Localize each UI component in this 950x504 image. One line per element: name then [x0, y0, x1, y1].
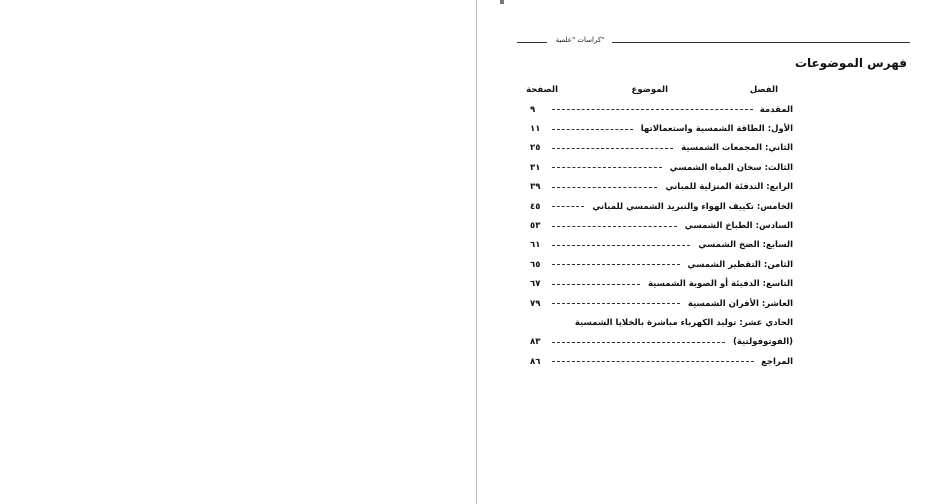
toc-list	[530, 100, 793, 371]
toc-page-number: ٦٧	[530, 279, 541, 290]
toc-entry-4[interactable]	[530, 178, 793, 197]
toc-chapter: السادس:	[755, 221, 793, 232]
dot-leader	[552, 361, 754, 362]
dot-leader	[552, 342, 725, 343]
dot-leader	[552, 187, 657, 188]
toc-entry-3[interactable]	[530, 158, 793, 177]
toc-chapter: الرابع:	[766, 182, 793, 193]
dot-leader	[552, 167, 662, 168]
toc-entry-1[interactable]	[530, 119, 793, 138]
toc-chapter: الثاني:	[765, 143, 793, 154]
toc-topic: الأفران الشمسية	[687, 298, 759, 309]
toc-title: فهرس الموضوعات	[794, 56, 907, 70]
toc-entry-10[interactable]	[530, 294, 793, 313]
toc-entry-11-line1[interactable]	[530, 313, 793, 332]
toc-entry-2[interactable]	[530, 139, 793, 158]
toc-topic: التقطير الشمسي	[687, 259, 761, 270]
toc-topic: سخان المياه الشمسي	[669, 162, 762, 173]
toc-page-number: ٦١	[530, 240, 541, 251]
dot-leader	[552, 109, 753, 110]
toc-topic: الطباخ الشمسي	[684, 221, 753, 232]
toc-page-number: ٦٥	[530, 259, 541, 270]
toc-page-number: ٧٩	[530, 298, 541, 309]
toc-page-number: ٨٣	[530, 337, 541, 348]
dot-leader	[552, 206, 584, 207]
toc-chapter: الأول:	[767, 124, 793, 135]
book-spine-divider	[476, 0, 477, 504]
toc-entry-intro[interactable]	[530, 100, 793, 119]
column-header-topic: الموضوع	[631, 85, 668, 95]
toc-entry-5[interactable]	[530, 197, 793, 216]
running-head-rule-right	[612, 42, 910, 43]
dot-leader	[552, 264, 680, 265]
toc-chapter: المقدمة	[759, 104, 793, 115]
column-header-chapter: الفصل	[749, 85, 778, 95]
toc-topic: الدفيئة أو الصوبة الشمسية	[648, 279, 760, 290]
running-head-rule-left	[517, 42, 547, 43]
toc-entry-7[interactable]	[530, 236, 793, 255]
toc-page-number: ٤٥	[530, 201, 541, 212]
toc-topic: المجمعات الشمسية	[681, 143, 763, 154]
toc-chapter: السابع:	[762, 240, 793, 251]
dot-leader	[552, 284, 640, 285]
toc-page-number: ٣٩	[530, 182, 541, 193]
toc-entry-references[interactable]	[530, 352, 793, 371]
toc-entry-6[interactable]	[530, 216, 793, 235]
toc-topic: توليد الكهرباء مباشرة بالخلايا الشمسية	[574, 317, 737, 328]
toc-page-number: ٣١	[530, 162, 541, 173]
toc-page-number: ٨٦	[530, 356, 541, 367]
toc-topic: تكييف الهواء والتبريد الشمسي للمباني	[592, 201, 754, 212]
toc-chapter: التاسع:	[762, 279, 793, 290]
toc-chapter: الحادي عشر:	[739, 317, 793, 328]
column-header-page: الصفحة	[526, 85, 558, 95]
toc-entry-8[interactable]	[530, 255, 793, 274]
toc-page-number: ٢٥	[530, 143, 541, 154]
dot-leader	[552, 148, 673, 149]
toc-page-number: ٩	[530, 104, 536, 115]
toc-entry-9[interactable]	[530, 275, 793, 294]
toc-chapter: العاشر:	[761, 298, 793, 309]
dot-leader	[552, 303, 680, 304]
running-head-title: كراسات "علمية"	[555, 36, 605, 44]
dot-leader	[552, 245, 690, 246]
toc-entry-11-line2[interactable]	[530, 333, 793, 352]
toc-chapter: الخامس:	[756, 201, 793, 212]
running-head	[517, 36, 910, 50]
toc-topic: الضخ الشمسي	[698, 240, 760, 251]
scan-mark	[500, 0, 504, 4]
toc-topic: التدفئة المنزلية للمباني	[665, 182, 764, 193]
toc-page-number: ١١	[530, 124, 541, 135]
toc-page-number: ٥٣	[530, 221, 541, 232]
toc-topic-continued: (الفوتوفولتية)	[732, 337, 793, 348]
toc-chapter: الثالث:	[764, 162, 793, 173]
dot-leader	[552, 226, 677, 227]
dot-leader	[552, 129, 633, 130]
toc-chapter: المراجع	[761, 356, 793, 367]
toc-topic: الطاقة الشمسية واستعمالاتها	[640, 124, 765, 135]
toc-chapter: الثامن:	[763, 259, 793, 270]
